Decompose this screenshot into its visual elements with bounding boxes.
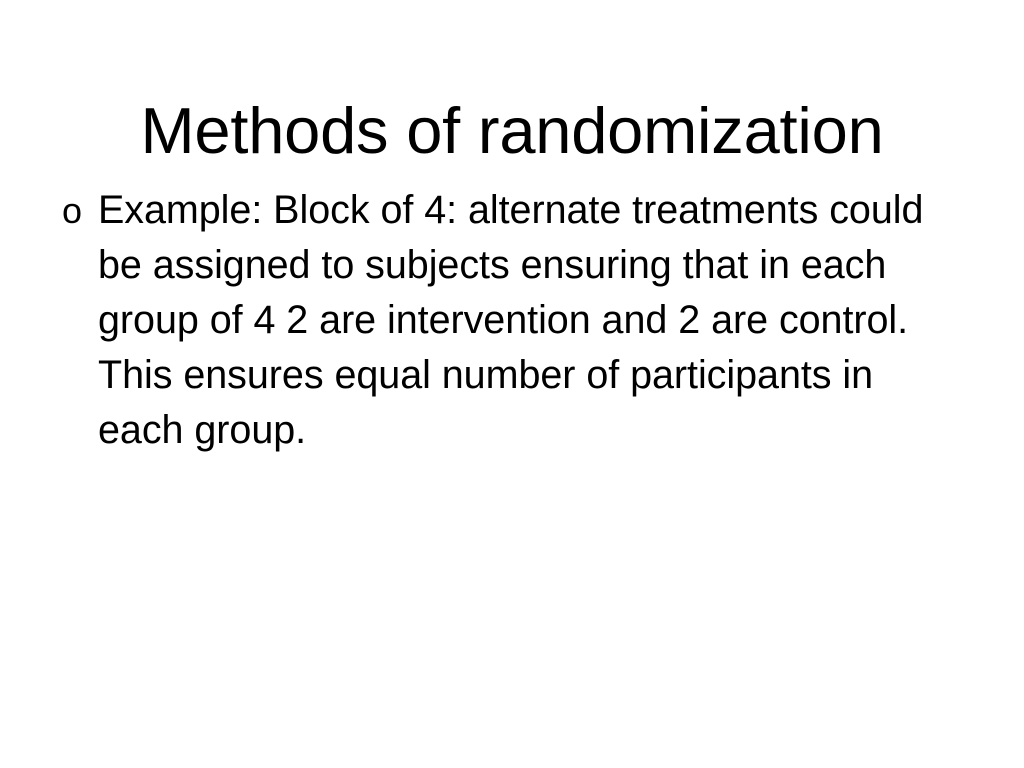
bullet-marker-icon: o: [62, 190, 83, 231]
page-title: Methods of randomization: [140, 93, 884, 167]
list-item-text: Example: Block of 4: alternate treatments could be assigned to subjects ensuring that in each group of 4 2 are intervention and 2 are control. This ensures equal number of participants in each group.: [98, 188, 935, 452]
slide-body-content: [62, 183, 942, 458]
list-item: [62, 183, 942, 458]
